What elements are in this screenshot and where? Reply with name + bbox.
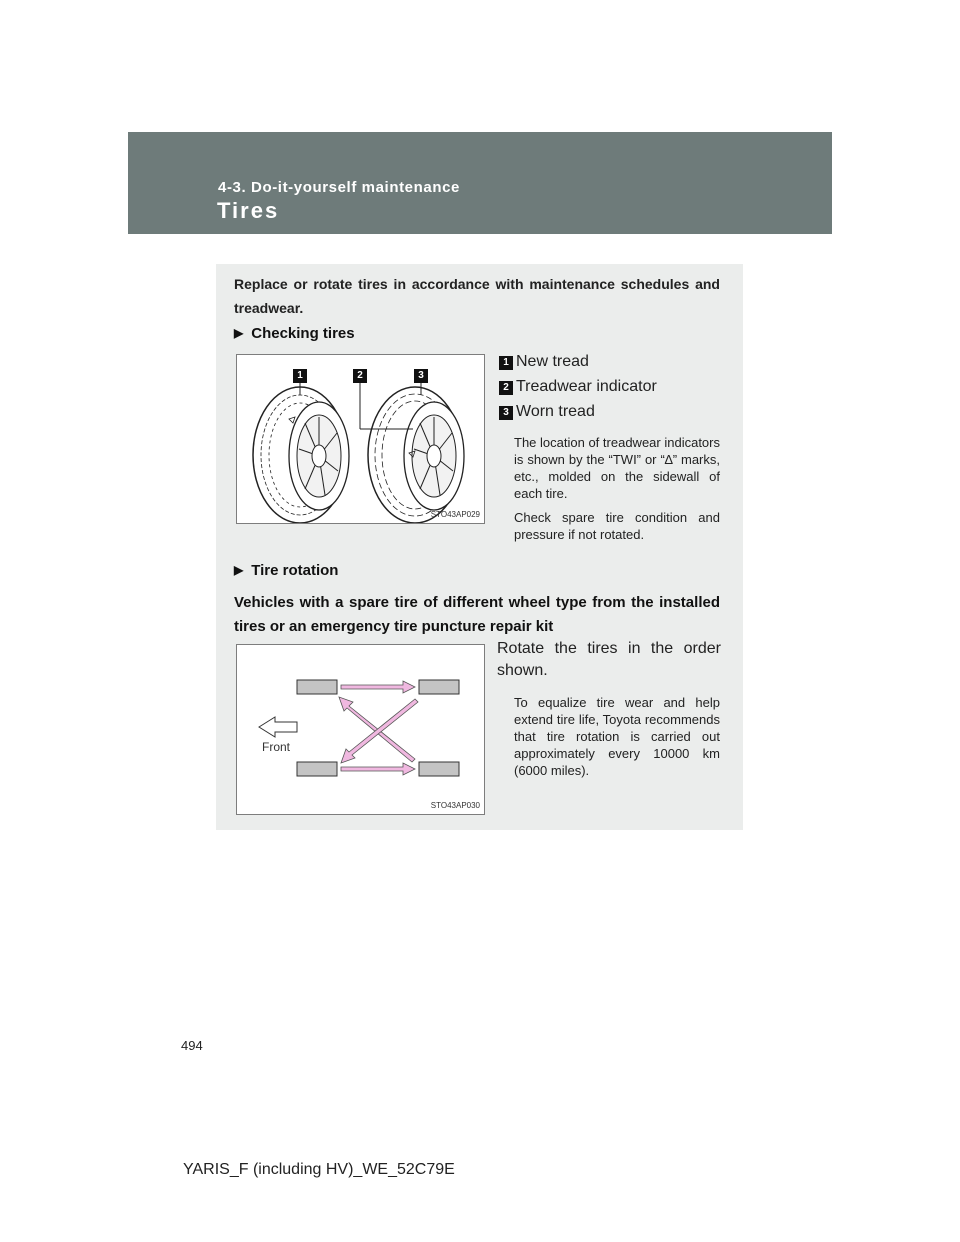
rotation-diagram [237, 645, 484, 814]
spare-tire-note: Check spare tire condition and pressure if not rotated. [514, 510, 720, 542]
footer-code: YARIS_F (including HV)_WE_52C79E [183, 1161, 455, 1178]
rotation-figure [236, 644, 485, 815]
figure-code: STO43AP029 [430, 510, 480, 519]
section-label: 4-3. Do-it-yourself maintenance [218, 179, 460, 196]
checking-tires-heading [234, 325, 355, 342]
rotation-subheading: Vehicles with a spare tire of different wheel type from the installed tires or an emergency tire puncture repair kit [234, 594, 720, 635]
front-arrow-icon [259, 717, 297, 737]
front-label: Front [262, 740, 291, 754]
content-panel [216, 264, 743, 830]
intro-text: Replace or rotate tires in accordance with maintenance schedules and treadwear. [234, 276, 720, 316]
callout-3: 3 [414, 369, 428, 383]
callout-1: 1 [293, 369, 307, 383]
worn-tire-icon [368, 387, 464, 523]
new-tire-icon [253, 387, 349, 523]
rotation-note: To equalize tire wear and help extend tire life, Toyota recommends that tire rotation is carried out approximately every 10000 km (6000 miles). [514, 695, 720, 778]
tire-rotation-heading-text: Tire rotation [251, 562, 339, 579]
legend-item [499, 352, 729, 377]
legend-item [499, 402, 729, 427]
rotation-instruction: Rotate the tires in the order shown. [497, 640, 721, 679]
page-title: Tires [217, 198, 280, 223]
legend-label: Worn tread [516, 403, 595, 420]
treadwear-note: The location of treadwear indicators is shown by the “TWI” or “∆” marks, etc., molded on the sidewall of each tire. [514, 435, 720, 501]
legend-number: 1 [499, 356, 513, 370]
callout-2: 2 [353, 369, 367, 383]
legend-number: 2 [499, 381, 513, 395]
page-number: 494 [181, 1038, 203, 1053]
tire-rotation-heading [234, 562, 338, 579]
chapter-header [128, 132, 832, 234]
triangle-bullet-icon: ▶ [234, 563, 244, 577]
legend-item [499, 377, 729, 402]
treadwear-figure [236, 354, 485, 524]
triangle-bullet-icon: ▶ [234, 326, 244, 340]
tire-positions [297, 680, 459, 776]
legend-label: New tread [516, 353, 589, 370]
checking-tires-heading-text: Checking tires [251, 325, 355, 342]
rotation-arrows [339, 681, 418, 775]
legend-number: 3 [499, 406, 513, 420]
legend-label: Treadwear indicator [516, 378, 657, 395]
treadwear-legend [499, 352, 729, 427]
figure-code: STO43AP030 [430, 801, 480, 810]
